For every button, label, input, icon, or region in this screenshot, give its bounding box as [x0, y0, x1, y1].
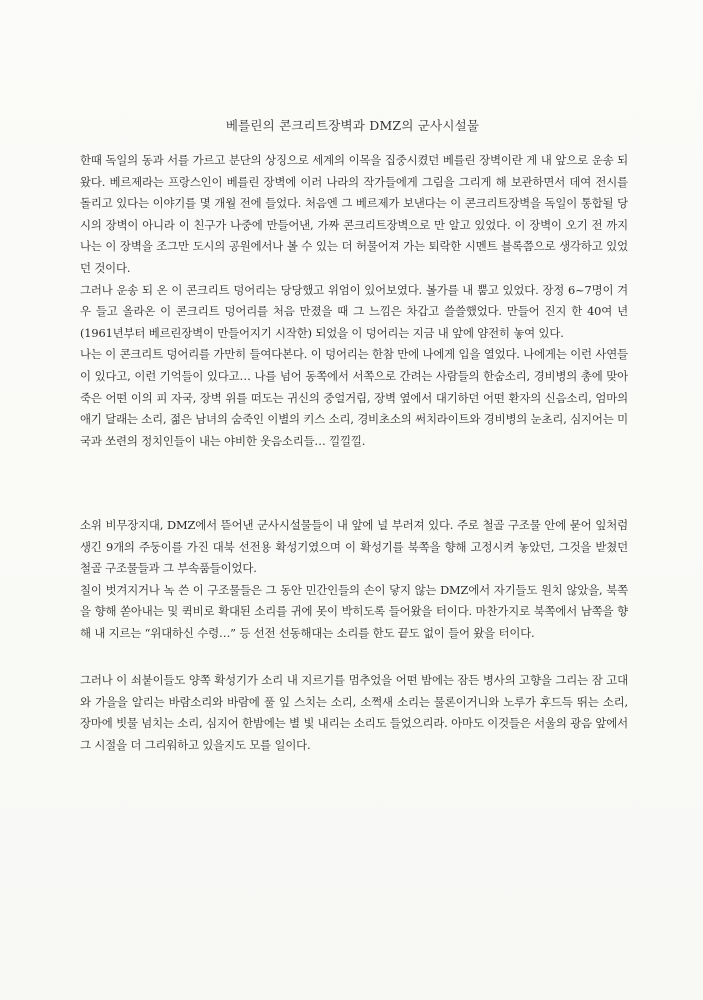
paragraph: 그러나 운송 되 온 이 콘크리트 덩어리는 당당했고 위엄이 있어보였다. 볼가를 내 뿜고 있었다. 장정 6~7명이 겨우 들고 올라온 이 콘크리트 덩어리를 처음 만졌을 때 그 느낌은 차갑고 쓸쓸했었다. 만들어 진지 한 40여 년(1961년부터 베르린장벽이 만들어지기 시작한) 되었을 이 덩어리는 지금 내 앞에 얌전히 놓여 있다. [80, 282, 628, 340]
section-dmz-structures [80, 515, 628, 645]
paragraph: 나는 이 콘크리트 덩어리를 가만히 들여다본다. 이 덩어리는 한참 만에 나에게 입을 열었다. 나에게는 이런 사연들이 있다고, 이런 기억들이 있다고… 나를 넘어 동쪽에서 서쪽으로 간려는 사람들의 한숨소리, 경비병의 총에 맞아 죽은 어떤 이의 피 자국, 장벽 위를 떠도는 귀신의 중얼거림, 장벽 옆에서 대기하던 어떤 환자의 신음소리, 엄마의 애기 달래는 소리, 젊은 남녀의 숨죽인 이별의 키스 소리, 경비초소의 써치라이트와 경비병의 눈초리, 심지어는 미국과 쏘련의 정치인들이 내는 야비한 웃음소리들… 낄낄낄. [80, 347, 628, 448]
paragraph: 그러나 이 쇠붙이들도 양쪽 확성기가 소리 내 지르기를 멈추었을 어떤 밤에는 잠든 병사의 고향을 그리는 잠 고대와 가을을 알리는 바람소리와 바람에 풀 잎 스치는 소리, 소쩍새 소리는 물론이거니와 노루가 후드득 뛰는 소리, 장마에 빗물 넘치는 소리, 심지어 한밤에는 별 빛 내리는 소리도 들었으리라. 아마도 이것들은 서울의 광음 앞에서 그 시절을 더 그리워하고 있을지도 모를 일이다. [80, 673, 628, 752]
section-night-sounds [80, 670, 628, 756]
section-berlin-wall [80, 150, 628, 452]
document-title: 베를린의 콘크리트장벽과 DMZ의 군사시설물 [225, 118, 480, 133]
paragraph: 소위 비무장지대, DMZ에서 뜯어낸 군사시설물들이 내 앞에 널 부러져 있다. 주로 철골 구조물 안에 묻어 잎처럼 생긴 9개의 주둥이를 가진 대북 선전용 확성기였으며 이 확성기를 북쪽을 향해 고정시켜 놓았던, 그것을 받쳤던 철골 구조물들과 그 부속품들이었다. [80, 518, 628, 576]
paragraph: 칠이 벗겨지거나 녹 쓴 이 구조물들은 그 동안 민간인들의 손이 닿지 않는 DMZ에서 자기들도 원치 않았을, 북쪽을 향해 쏟아내는 및 퀵비로 확대된 소리를 귀에 못이 박히도록 들어왔을 터이다. 마찬가지로 북쪽에서 남쪽을 향해 내 지르는 “위대하신 수령…” 등 선전 선동해대는 소리를 한도 끝도 없이 들어 왔을 터이다. [80, 582, 628, 640]
paragraph: 한때 독일의 동과 서를 가르고 분단의 상징으로 세계의 이목을 집중시켰던 베를린 장벽이란 게 내 앞으로 운송 되 왔다. 베르제라는 프랑스인이 베를린 장벽에 이러 나라의 작가들에게 그림을 그리게 해 보관하면서 데여 전시를 돌리고 있다는 이야기를 몇 개월 전에 들었다. 처음엔 그 베르제가 보낸다는 이 콘크리트장벽을 독일이 통합될 당시의 장벽이 아니라 이 친구가 나중에 만들어낸, 가짜 콘크리트장벽으로 만 알고 있었다. 이 장벽이 오기 전 까지 나는 이 장벽을 조그만 도시의 공원에서나 볼 수 있는 더 허물어져 가는 퇴락한 시멘트 블록쯤으로 생각하고 있었던 것이다. [80, 153, 628, 275]
